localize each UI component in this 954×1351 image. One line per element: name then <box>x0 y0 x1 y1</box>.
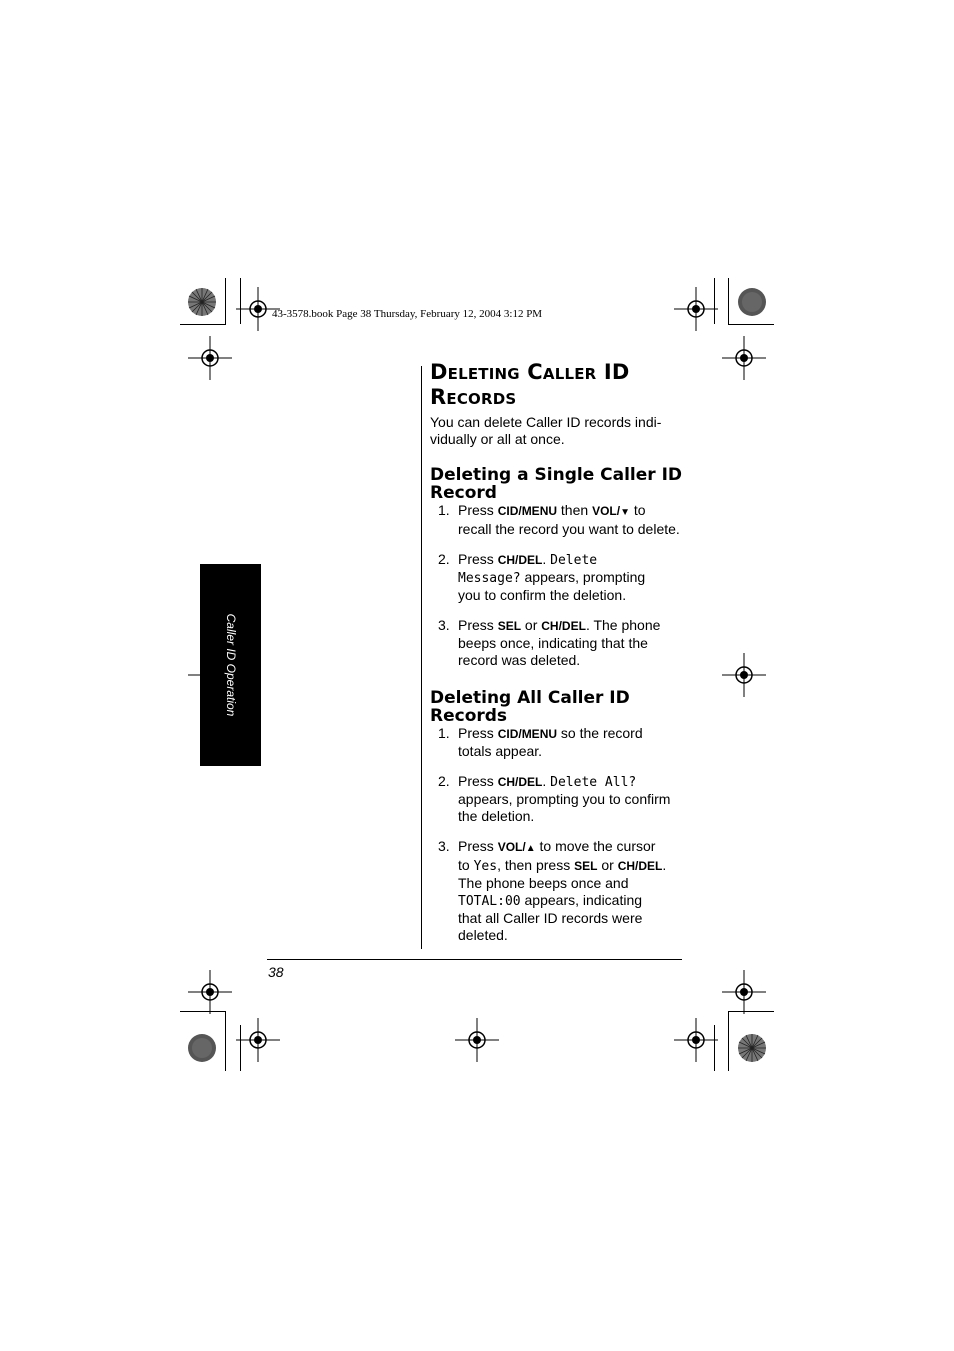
key-label: VOL/ <box>592 504 621 518</box>
lcd-text: Delete <box>550 553 598 568</box>
side-tab-label: Caller ID Operation <box>223 613 238 717</box>
step-text: deleted. <box>458 927 508 943</box>
step-text: . The phone <box>585 617 661 633</box>
step-text: appears, indicating <box>520 892 643 908</box>
step-text: recall the record you want to delete. <box>458 521 680 537</box>
step-number: 3. <box>438 838 450 854</box>
key-label: SEL <box>497 619 522 633</box>
step-text: you to confirm the deletion. <box>458 587 627 603</box>
section-title <box>430 360 690 410</box>
starburst-registration-icon <box>737 1033 767 1063</box>
heading-delete-single-line-2: Record <box>430 483 497 503</box>
step-text: or <box>597 857 618 873</box>
step-text: appears, prompting <box>520 569 646 585</box>
crop-mark <box>225 278 226 324</box>
steps-delete-single <box>430 502 690 669</box>
key-label: VOL/ <box>497 840 526 854</box>
registration-target-icon <box>188 970 232 1014</box>
main-content <box>430 360 690 944</box>
key-label: CH/DEL <box>617 859 663 873</box>
column-divider <box>421 366 422 949</box>
lcd-text: TOTAL:00 <box>458 894 521 909</box>
step-text: . <box>662 857 667 873</box>
step-text: that all Caller ID records were <box>458 910 643 926</box>
density-dot-icon <box>737 287 767 317</box>
step-text: the deletion. <box>458 808 535 824</box>
key-label: CID/MENU <box>497 727 558 741</box>
list-item <box>430 617 690 669</box>
step-text: to <box>458 857 474 873</box>
step-number: 2. <box>438 773 450 789</box>
list-item <box>430 838 690 944</box>
section-title-line-2: Records <box>430 385 517 409</box>
crop-mark <box>180 324 226 325</box>
crop-mark <box>728 324 774 325</box>
registration-target-icon <box>674 1018 718 1062</box>
heading-delete-single-line-1: Deleting a Single Caller ID <box>430 465 683 485</box>
step-text: to move the cursor <box>535 838 656 854</box>
registration-target-icon <box>188 336 232 380</box>
lcd-text: Delete All? <box>550 775 637 790</box>
density-dot-icon <box>187 1033 217 1063</box>
key-label: CH/DEL <box>497 775 543 789</box>
lcd-text: Yes <box>473 859 498 874</box>
step-text: . <box>542 773 551 789</box>
section-title-line-1: Deleting Caller ID <box>430 360 630 384</box>
step-text: The phone beeps once and <box>458 875 629 891</box>
list-item <box>430 551 690 604</box>
key-label: CH/DEL <box>541 619 586 633</box>
list-item <box>430 725 690 760</box>
step-text: record was deleted. <box>458 652 581 668</box>
key-label: SEL <box>574 859 598 873</box>
starburst-registration-icon <box>187 287 217 317</box>
step-number: 1. <box>438 725 450 741</box>
print-slug-line: 43-3578.book Page 38 Thursday, February 12, 2004 3:12 PM <box>272 308 543 320</box>
step-text: Press <box>458 502 498 518</box>
step-text: Press <box>458 773 498 789</box>
step-text: to <box>629 502 646 518</box>
step-number: 3. <box>438 617 450 633</box>
registration-target-icon <box>455 1018 499 1062</box>
heading-delete-all <box>430 689 690 725</box>
step-text: Press <box>458 551 498 567</box>
step-text: appears, prompting you to confirm <box>458 791 671 807</box>
step-text: Press <box>458 617 498 633</box>
crop-mark <box>225 1011 226 1071</box>
step-number: 1. <box>438 502 450 518</box>
step-number: 2. <box>438 551 450 567</box>
page-number: 38 <box>268 964 284 980</box>
registration-target-icon <box>236 1018 280 1062</box>
step-text: then <box>557 502 593 518</box>
step-text: so the record <box>557 725 643 741</box>
registration-target-icon <box>722 653 766 697</box>
lcd-text: Message? <box>458 571 521 586</box>
step-text: , then press <box>497 857 575 873</box>
heading-delete-all-line-1: Deleting All Caller ID <box>430 688 630 708</box>
down-arrow-icon: ▼ <box>620 507 630 518</box>
section-intro-line-1: You can delete Caller ID records indi- <box>430 414 662 430</box>
heading-delete-single <box>430 466 690 502</box>
registration-target-icon <box>722 970 766 1014</box>
registration-target-icon <box>674 287 718 331</box>
key-label: CH/DEL <box>497 553 543 567</box>
registration-target-icon <box>722 336 766 380</box>
step-text: Press <box>458 725 498 741</box>
up-arrow-icon: ▲ <box>525 843 536 854</box>
steps-delete-all <box>430 725 690 944</box>
step-text: or <box>521 617 542 633</box>
step-text: . <box>542 551 551 567</box>
list-item <box>430 502 690 538</box>
step-text: totals appear. <box>458 743 543 759</box>
crop-mark <box>728 1011 729 1071</box>
footer-divider <box>267 959 682 960</box>
section-intro-line-2: vidually or all at once. <box>430 431 565 447</box>
heading-delete-all-line-2: Records <box>430 706 508 726</box>
list-item <box>430 773 690 825</box>
step-text: Press <box>458 838 498 854</box>
key-label: CID/MENU <box>497 504 558 518</box>
side-tab <box>200 564 261 766</box>
section-intro <box>430 414 690 448</box>
crop-mark <box>728 278 729 324</box>
step-text: beeps once, indicating that the <box>458 635 648 651</box>
